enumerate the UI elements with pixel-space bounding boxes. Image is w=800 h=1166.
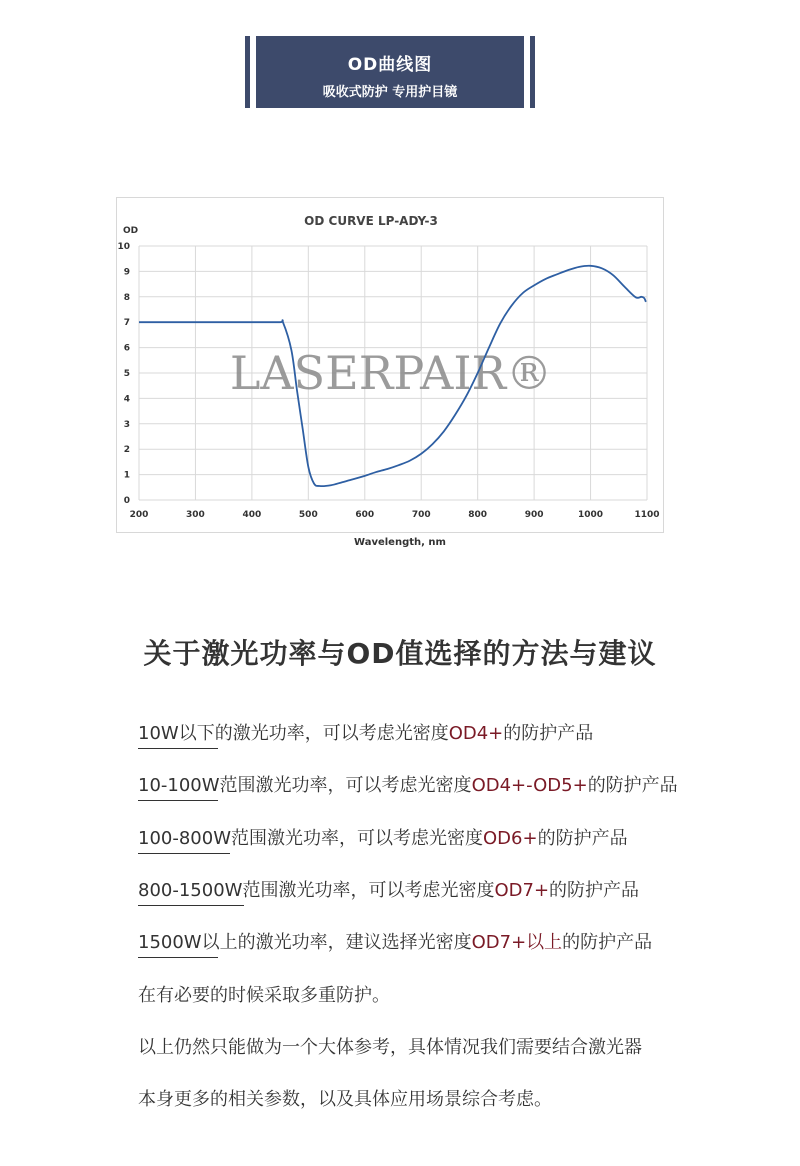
chart-frame [116, 197, 664, 533]
rec-text: 100-800W范围激光功率，可以考虑光密度 [138, 828, 484, 849]
y-tick-label: 7 [123, 318, 130, 329]
rec-suffix: 的防护产品 [587, 775, 678, 796]
section-heading: 关于激光功率与OD值选择的方法与建议 [143, 637, 657, 670]
recommendation-item [138, 928, 652, 954]
rec-text: 800-1500W范围激光功率，可以考虑光密度 [138, 880, 495, 901]
y-tick-label: 1 [123, 470, 130, 481]
x-tick-label: 1100 [634, 510, 660, 520]
rec-od-value: OD6+ [483, 828, 538, 849]
note-line: 本身更多的相关参数，以及具体应用场景综合考虑。 [138, 1089, 552, 1110]
banner-left-bar [245, 36, 250, 108]
rec-underline [138, 957, 218, 958]
rec-suffix: 的防护产品 [537, 828, 628, 849]
rec-suffix: 的防护产品 [549, 880, 640, 901]
recommendation-item [138, 876, 639, 902]
y-tick-label: 2 [123, 445, 130, 456]
x-tick-label: 1000 [578, 510, 604, 520]
y-tick-label: 0 [123, 496, 130, 506]
x-tick-label: 300 [186, 510, 205, 520]
chart-title: OD CURVE LP-ADY-3 [304, 214, 438, 228]
recommendation-item [138, 719, 593, 745]
y-axis-label: OD [123, 226, 139, 236]
rec-od-value: OD7+以上 [471, 932, 563, 953]
note-line: 在有必要的时候采取多重防护。 [138, 985, 390, 1006]
header-banner [256, 36, 524, 108]
rec-suffix: 的防护产品 [503, 723, 594, 744]
y-tick-label: 3 [123, 419, 130, 430]
y-tick-label: 4 [123, 394, 130, 405]
rec-underline [138, 853, 230, 854]
rec-underline [138, 905, 244, 906]
x-tick-label: 900 [524, 510, 544, 520]
x-axis-label: Wavelength, nm [354, 537, 446, 548]
rec-text: 1500W以上的激光功率，建议选择光密度 [138, 932, 472, 953]
y-tick-label: 9 [123, 267, 130, 278]
x-tick-label: 800 [468, 510, 488, 520]
banner-title: OD曲线图 [347, 55, 433, 75]
note-line: 以上仍然只能做为一个大体参考，具体情况我们需要结合激光器 [138, 1037, 642, 1058]
banner-right-bar [530, 36, 535, 108]
recommendation-item [138, 824, 628, 850]
watermark-logo: LASERPAIR® [229, 346, 553, 400]
x-tick-label: 700 [411, 510, 431, 520]
rec-suffix: 的防护产品 [562, 932, 653, 953]
rec-underline [138, 800, 218, 801]
rec-od-value: OD4+-OD5+ [471, 775, 588, 796]
x-tick-label: 400 [242, 510, 262, 520]
rec-underline [138, 748, 218, 749]
y-tick-label: 10 [117, 242, 130, 252]
rec-od-value: OD4+ [448, 723, 504, 744]
recommendation-item [138, 771, 678, 797]
x-tick-label: 600 [355, 510, 375, 520]
x-tick-label: 500 [298, 510, 318, 520]
od-curve-chart [117, 198, 663, 532]
y-tick-label: 5 [123, 369, 130, 379]
banner-subtitle: 吸收式防护 专用护目镜 [322, 85, 458, 100]
x-tick-label: 200 [129, 510, 149, 520]
y-tick-label: 8 [123, 292, 130, 303]
rec-text: 10W以下的激光功率，可以考虑光密度 [138, 723, 449, 744]
y-tick-label: 6 [123, 343, 130, 354]
rec-text: 10-100W范围激光功率，可以考虑光密度 [138, 775, 472, 796]
rec-od-value: OD7+ [494, 880, 550, 901]
